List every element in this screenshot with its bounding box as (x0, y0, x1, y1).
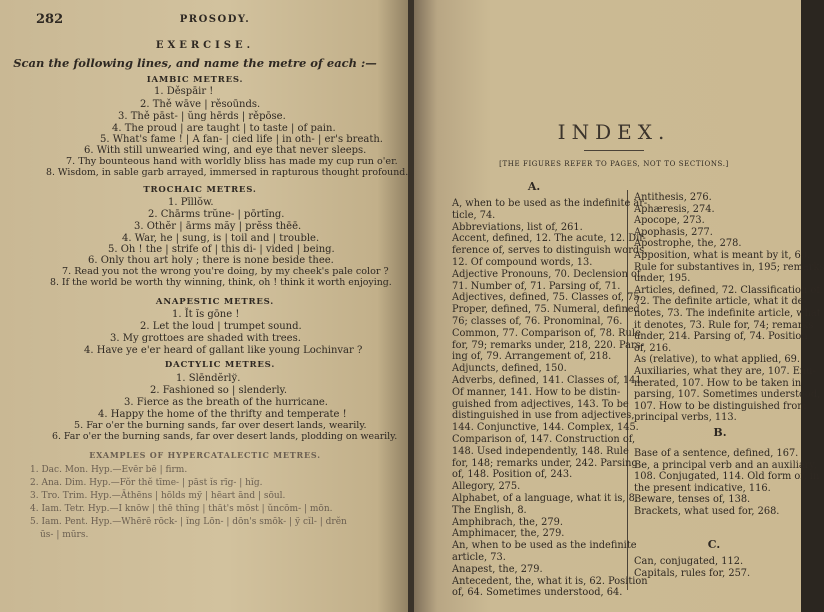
index-entry-line: Can, conjugated, 112. (634, 556, 744, 567)
verse-line: 5. Iam. Pent. Hyp.—Whērē rōck- | ĭng Lōn- | dōn's smōk- | ў cĭl- | drĕn (30, 517, 347, 527)
index-entry-line: 12. Of compound words, 13. (452, 257, 593, 268)
section-heading-dactylic: DACTYLIC METRES. (164, 360, 276, 370)
verse-line: 6. Far o'er the burning sands, far over desert lands, plodding on wearily. (52, 431, 398, 442)
index-entry-line: Antecedent, the, what it is, 62. Position (452, 575, 648, 587)
index-entry-line: Capitals, rules for, 257. (634, 567, 751, 579)
left-page (0, 0, 410, 612)
index-entry-line: parsing, 107. Sometimes understood, (634, 389, 821, 401)
index-entry-line: the present indicative, 116. (634, 482, 771, 494)
verse-line: 1. Slēndĕrlў. (176, 373, 241, 384)
index-entry-line: Apophasis, 277. (634, 226, 713, 238)
index-entry-line: Articles, defined, 72. Classification of, (634, 284, 823, 296)
index-entry-line: for, 148; remarks under, 242. Parsing (452, 457, 638, 469)
verse-line: 1. Ĭt ĭs gōne ! (172, 309, 240, 320)
verse-line: 1. Děspāir ! (154, 86, 214, 97)
index-entry-line: Amphimacer, the, 279. (452, 528, 565, 540)
index-entry-line: Auxiliaries, what they are, 107. Enu- (634, 366, 816, 377)
section-heading-trochaic: TROCHAIC METRES. (143, 185, 257, 195)
index-entry-line: 107. How to be distinguished from (634, 400, 807, 412)
index-entry-line: Of manner, 141. How to be distin- (452, 386, 621, 398)
verse-line: 3. Othĕr | ārms măy | prĕss thēē. (134, 221, 302, 232)
verse-line: 4. Have ye e'er heard of gallant like young Lochinvar ? (84, 345, 363, 356)
index-entry-line: Adjective Pronouns, 70. Declension of, (452, 268, 644, 280)
index-entry-line: ticle, 74. (452, 209, 496, 221)
index-entry-line: of, 216. (634, 342, 672, 354)
index-entry-line: of, 64. Sometimes understood, 64. (452, 587, 623, 599)
index-entry-line: Accent, defined, 12. The acute, 12. Dif- (452, 233, 646, 245)
section-heading-anapestic: ANAPESTIC METRES. (155, 297, 275, 307)
verse-line: 5. What's fame ! | A fan- | cied life | in oth- | er's breath. (100, 134, 383, 145)
verse-line: 4. War, he | sung, is | toil and | trouble. (122, 233, 320, 244)
index-entry-line: merated, 107. How to be taken in (634, 377, 802, 389)
verse-line: 5. Oh ! the | strife of | this di- | vided | being. (108, 244, 335, 255)
running-head: PROSODY. (179, 14, 251, 25)
verse-line: 4. Iam. Tetr. Hyp.—I knōw | thē thīng | thāt's mōst | ŭncōm- | mōn. (30, 504, 333, 514)
index-entry-line: As (relative), to what applied, 69. (634, 354, 801, 366)
index-entry-line: under, 195. (634, 273, 691, 285)
index-entry-line: Antithesis, 276. (634, 192, 712, 203)
exercise-instruction: Scan the following lines, and name the metre of each :— (13, 56, 377, 70)
index-entry-line: 148. Used independently, 148. Rule (452, 445, 629, 457)
index-entry-line: 72. The definite article, what it de- (634, 296, 807, 308)
section-heading-hypercatalectic: EXAMPLES OF HYPERCATALECTIC METRES. (89, 450, 321, 460)
index-entry-line: ing of, 79. Arrangement of, 218. (452, 351, 612, 363)
index-entry-line: Alphabet, of a language, what it is, 8. (452, 493, 638, 504)
index-title: INDEX. (557, 120, 671, 144)
index-entry-line: guished from adjectives, 143. To be (452, 398, 629, 410)
index-entry-line: 76; classes of, 76. Pronominal, 76. (452, 316, 623, 327)
index-entry-line: notes, 73. The indefinite article, what (634, 308, 821, 319)
verse-line: 4. Happy the home of the thrifty and temperate ! (98, 409, 347, 420)
index-entry-line: distinguished in use from adjectives, (452, 410, 635, 422)
index-entry-line: Beware, tenses of, 138. (634, 494, 751, 506)
verse-line: 6. Only thou art holy ; there is none beside thee. (88, 255, 334, 266)
index-entry-line: Aphæresis, 274. (634, 203, 715, 215)
index-note: [THE FIGURES REFER TO PAGES, NOT TO SECTIONS.] (499, 160, 729, 168)
index-entry-line: An, when to be used as the indefinite (452, 540, 637, 552)
index-entry-line: Be, a principal verb and an auxiliary, (634, 459, 817, 471)
page-number: 282 (36, 12, 64, 27)
index-entry-line: Common, 77. Comparison of, 78. Rule (452, 327, 641, 339)
verse-line: 2. Let the loud | trumpet sound. (140, 321, 302, 332)
verse-line: 5. Far o'er the burning sands, far over desert lands, wearily. (74, 420, 367, 431)
index-entry-line: Apposition, what is meant by it, 60. (634, 250, 811, 261)
index-entry-line: ference of, serves to distinguish words, (452, 245, 648, 257)
exercise-title: EXERCISE. (155, 40, 255, 51)
index-letter-b: B. (713, 426, 727, 439)
index-entry-line: Allegory, 275. (452, 481, 521, 493)
verse-line: 1. Pīllŏw. (168, 197, 214, 208)
verse-line: 7. Thy bounteous hand with worldly bliss has made my cup run o'er. (66, 156, 398, 167)
index-entry-line: principal verbs, 113. (634, 412, 737, 424)
index-letter-c: C. (707, 538, 721, 551)
verse-line: 7. Read you not the wrong you're doing, by my cheek's pale color ? (62, 266, 389, 277)
index-entry-line: Apostrophe, the, 278. (634, 238, 742, 250)
section-heading-iambic: IAMBIC METRES. (146, 75, 244, 85)
index-entry-line: of, 148. Position of, 243. (452, 469, 573, 481)
index-entry-line: it denotes, 73. Rule for, 74; remarks (634, 319, 814, 331)
index-entry-line: 144. Conjunctive, 144. Complex, 145. (452, 422, 639, 434)
index-entry-line: for, 79; remarks under, 218, 220. Pars- (452, 339, 645, 351)
verse-line: 4. The proud | are taught | to taste | of pain. (112, 123, 336, 134)
index-entry-line: Comparison of, 147. Construction of, (452, 434, 636, 445)
verse-line: 2. Thě wāve | rěsoūnds. (140, 99, 261, 110)
verse-line: 1. Dac. Mon. Hyp.—Evēr bē | firm. (30, 465, 188, 475)
verse-line: 8. Wisdom, in sable garb arrayed, immersed in rapturous thought profound. (46, 167, 409, 178)
index-entry-line: Abbreviations, list of, 261. (452, 221, 583, 233)
index-entry-line: 108. Conjugated, 114. Old form of, in (634, 471, 820, 483)
verse-line: 6. With still unwearied wing, and eye that never sleeps. (84, 145, 367, 156)
verse-line: 8. If the world be worth thy winning, think, oh ! think it worth enjoying. (50, 277, 392, 288)
index-letter-a: A. (527, 180, 541, 193)
verse-line: 3. My grottoes are shaded with trees. (110, 333, 301, 344)
verse-line: 2. Fashioned so | slenderly. (150, 385, 288, 396)
index-entry-line: Base of a sentence, defined, 167. (634, 448, 799, 459)
index-entry-line: under, 214. Parsing of, 74. Position (634, 331, 808, 343)
verse-line: ūs- | mūrs. (40, 530, 89, 540)
title-rule (584, 150, 644, 151)
index-entry-line: Proper, defined, 75. Numeral, defined, (452, 304, 643, 316)
right-page (414, 0, 824, 612)
index-entry-line: The English, 8. (452, 504, 527, 516)
index-entry-line: 71. Number of, 71. Parsing of, 71. (452, 280, 621, 292)
index-entry-line: Anapest, the, 279. (452, 563, 543, 575)
index-entry-line: Adjectives, defined, 75. Classes of, 75. (452, 292, 643, 304)
index-entry-line: Rule for substantives in, 195; remarks (634, 261, 824, 273)
verse-line: 2. Chārms trŭne- | pōrtĭng. (148, 209, 285, 220)
index-entry-line: article, 73. (452, 552, 506, 563)
index-entry-line: Adjuncts, defined, 150. (452, 363, 567, 375)
verse-line: 3. Thě pāst- | ŭng hērds | rěpōse. (118, 111, 286, 122)
index-entry-line: Amphibrach, the, 279. (452, 516, 563, 528)
verse-line: 3. Fierce as the breath of the hurricane. (124, 397, 328, 408)
verse-line: 2. Ana. Dim. Hyp.—Fŏr thĕ tīme- | pāst ĭs rīg- | hĭg. (30, 478, 263, 488)
index-entry-line: Apocope, 273. (634, 215, 705, 227)
index-entry-line: A, when to be used as the indefinite ar- (452, 198, 648, 209)
index-entry-line: Adverbs, defined, 141. Classes of, 141. (452, 375, 645, 386)
index-entry-line: Brackets, what used for, 268. (634, 506, 780, 517)
verse-line: 3. Tro. Trim. Hyp.—Āthēns | hōlds mў | hēart ānd | sōul. (30, 491, 286, 501)
